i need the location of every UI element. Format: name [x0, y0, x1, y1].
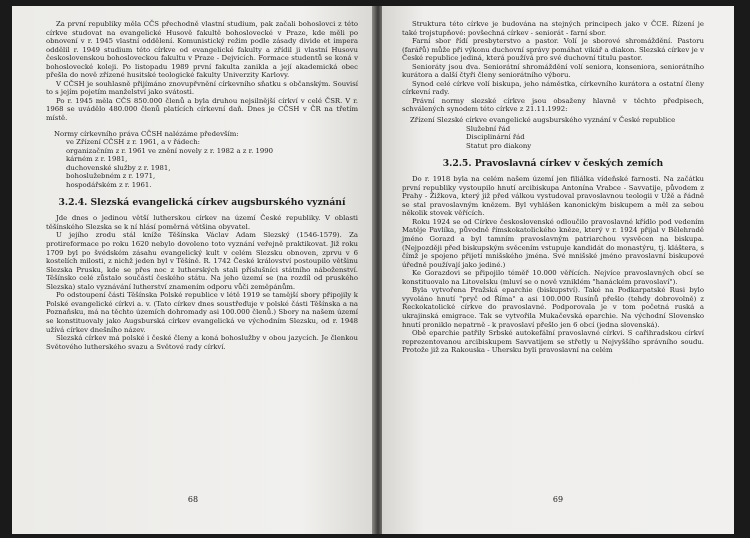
- paragraph: Za první republiky měla CČS přechodně vlastní studium, pak začali bohoslovci z této církve studovat na evangelické Husově fakultě bohoslovecké v Praze, kde měli po obnovení v r. 1945 vlastní oddělení. Komunistický režim podle zásady divide et impera oddělil r. 1949 studium této církve od evangelické fakulty a zřídil ji vlastní Husovu československou bohosloveckou fakultu v Praze - Dejvicích. Formace studentů se koná v bohoslovecké koleji. Po listopadu 1989 první fakulta zanikla a její akademická obec přešla do nově zřízené husitské teologické fakulty Univerzity Karlovy.: [46, 20, 358, 80]
- paragraph: Synod celé církve volí biskupa, jeho náměstka, církevního kurátora a ostatní členy církevní rady.: [402, 79, 704, 97]
- paragraph: Farní sbor řídí presbyterstvo a pastor. Volí je sborové shromáždění. Pastoru (farářů) může při výkonu duchovní správy pomáhat vikář a diakon. Slezská církev je v České republice jediná, která používá pro své duchovní titulu pastor.: [402, 37, 704, 63]
- section-heading: 3.2.5. Pravoslavná církev v českých zemích: [442, 158, 664, 170]
- paragraph: Právní normy slezské církve jsou obsaženy hlavně v těchto předpisech, schválených synodem této církve z 21.11.1992:: [402, 96, 704, 114]
- left-page: [12, 6, 374, 534]
- norm-item: kárném z r. 1981,: [66, 155, 128, 164]
- law-item: Disciplinární řád: [466, 133, 525, 142]
- law-list: [466, 125, 704, 151]
- paragraph: Po odstoupení části Těšínska Polské republice v létě 1919 se tamější sbory připojily k Polské evangelické církvi a. v. (Tato církev dnes soustřeďuje v polské části Těšínska a na Poznaňsku, má na těchto územích dohromady asi 100.000 členů.) Sbory na našem území se konstituovaly jako Augsburská církev evangelická ve východním Slezsku, od r. 1948 užívá církev dnešního název.: [46, 291, 358, 334]
- page-number: 68: [187, 495, 199, 504]
- law-title: Zřízení Slezské církve evangelické augsburského vyznání v České republice: [410, 116, 676, 125]
- paragraph: Byla vytvořena Pražská eparchie (biskupství). Také na Podkarpatské Rusi bylo vyvoláno hnutí "pryč od Říma" a asi 100.000 Rusínů přešlo (tehdy dobrovolně) z Řeckokatolické církve do pravoslavné. Podporovala je v tom početná ruská a ukrajinská emigrace. Tak se vytvořila Mukačevská eparchie. Na východní Slovensko hnutí proniklo nepatrně - k pravoslaví přešlo jen 6 obcí (jedna slovenská).: [402, 286, 704, 329]
- paragraph: Jde dnes o jedinou větší lutherskou církev na území České republiky. V oblasti těšínského Slezska se k ní hlásí poměrná většina obyvatel.: [46, 214, 358, 231]
- paragraph: Roku 1924 se od Církve československé odloučilo pravoslavné křídlo pod vedením Matěje Pavlíka, původně římskokatolického kněze, který v r. 1924 přijal v Bělehradě jméno Gorazd a byl tamním pravoslavným patriarchou vysvěcen na biskupa. (Nejpozději před biskupským svěcením vstupuje kandidát do monastýru, tj. kláštera, s čímž je spojeno přijetí mnišského jména. Své mnišské jméno pravoslavní biskupové úředně používají jako jediné.): [402, 217, 704, 269]
- norm-item: hospodářském z r. 1961.: [66, 180, 152, 189]
- law-item: Statut pro diakony: [466, 141, 532, 150]
- paragraph: Struktura této církve je budována na stejných principech jako v ČCE. Řízení je také trojstupňové: povšechná církev - seniorát - farní sbor.: [402, 20, 704, 37]
- norm-item: organizačním z r. 1961 ve znění novely z r. 1982 a z r. 1990: [66, 146, 274, 155]
- norm-item: ve Zřízení CČSH z r. 1961, a v řádech:: [66, 138, 200, 147]
- paragraph: Po r. 1945 měla CČS 850.000 členů a byla druhou nejsilnější církví v celé ČSR. V r. 1968 se uvádělo 480.000 členů platících církevní daň. Dnes je CČSH v ČR na třetím místě.: [46, 96, 358, 123]
- paragraph: Ke Gorazdovi se připojilo téměř 10.000 věřících. Nejvíce pravoslavných obcí se konstituovalo na Litovelsku (mluví se o nově vzniklém "hanáckém pravoslaví").: [402, 269, 704, 286]
- paragraph: U jejího zrodu stál kníže Těšínska Václav Adam Slezský (1546-1579). Za protireformace po roku 1620 nebylo dovoleno toto vyznání veřejně praktikovat. Již roku 1709 byl po švédském zásahu evangelický kult v celém Slezsku obnoven, zprvu v 6 kostelích milosti, z nichž jeden byl v Těšíně. R. 1742 České království postoupilo většinu Slezska Prusku, kde se přes noc z lutherských stali příslušníci státního náboženství. Těšínsko celé zůstalo součástí českého státu. Na jeho území se (na rozdíl od pruského Slezska) stalo vyznávání lutherství znamením odporu vůči zeměpánům.: [46, 231, 358, 291]
- paragraph: Do r. 1918 byla na celém našem území jen filiálka vídeňské farnosti. Na začátku první republiky vystoupilo hnutí arcibiskupa Antonína Vrabce - Savvatije, původem z Prahy - Žižkova, který již před válkou vystudoval pravoslavnou teologii v Užě a řádně se stal pravoslavným knězem. Byl vyhlášen kanonickým biskupem a měl za sebou několik stovek věřících.: [402, 175, 704, 218]
- paragraph: Senioráty jsou dva. Seniorátní shromáždění volí seniora, konseniora, seniorátního kurátora a další čtyři členy seniorátního výboru.: [402, 62, 704, 80]
- norm-item: duchovenské služby z r. 1981,: [66, 163, 171, 172]
- paragraph: Obě eparchie patřily Srbské autokefální pravoslavné církvi. S cařihradskou církví reprezentovanou arcibiskupem Savvatijem se střetly u Nejvyššího správního soudu. Protože již za Rakouska - Uhersku byli pravoslavní na celém: [402, 329, 704, 355]
- norms-block: [54, 130, 358, 190]
- paragraph: V CČSH je souhlasně přijímáno znovupřvnění církevního sňatku s občanským. Souvisí to s jejím pojetím manželství jako svátosti.: [46, 79, 358, 97]
- right-page: [382, 6, 734, 534]
- laws-block: [410, 116, 704, 150]
- paragraph: Slezská církev má polské i české členy a koná bohoslužby v obou jazycích. Je členkou Světového lutherského svazu a Světové rady církví.: [46, 334, 358, 351]
- norms-intro: Normy církevního práva CČSH nalézáme především:: [54, 129, 239, 138]
- section-heading: 3.2.4. Slezská evangelická církev augsburského vyznání: [58, 197, 346, 209]
- book-spread: [4, 6, 746, 534]
- page-number: 69: [552, 495, 564, 504]
- norm-item: bohoslužebném z r. 1971,: [66, 172, 156, 181]
- law-item: Služební řád: [466, 124, 511, 133]
